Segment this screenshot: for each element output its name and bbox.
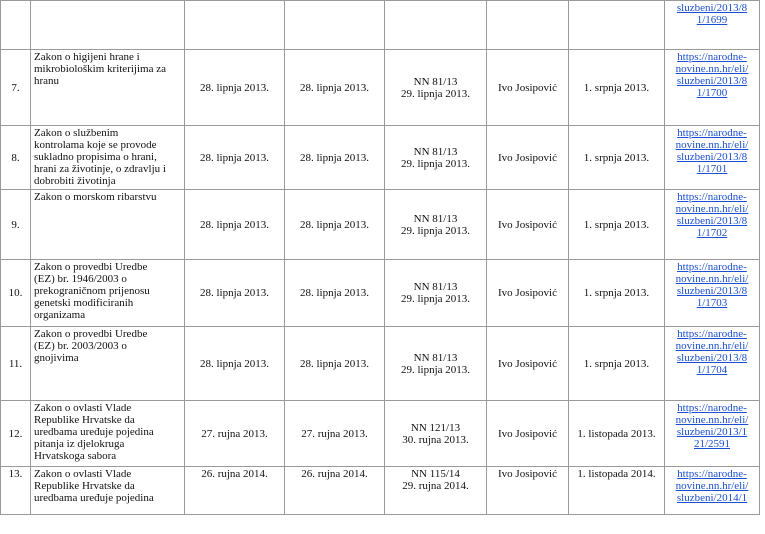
eli-link[interactable]: [665, 50, 760, 126]
date-adopted: [185, 1, 285, 50]
eli-link-line[interactable]: 21/2591: [693, 438, 731, 450]
official-gazette: [385, 50, 487, 126]
law-title-line: (EZ) br. 2003/2003 o: [34, 340, 127, 352]
table-row: [1, 467, 760, 515]
date-adopted: 27. rujna 2013.: [185, 401, 285, 467]
row-number: 10.: [1, 260, 31, 327]
date-effective: 1. srpnja 2013.: [569, 126, 665, 190]
eli-link[interactable]: [665, 401, 760, 467]
eli-link-text[interactable]: [668, 261, 756, 309]
date-adopted: 28. lipnja 2013.: [185, 126, 285, 190]
row-number: 13.: [1, 467, 31, 515]
law-title: [31, 126, 185, 190]
law-title: [31, 467, 185, 515]
date-effective: 1. listopada 2013.: [569, 401, 665, 467]
law-title-line: sukladno propisima o hrani,: [34, 151, 157, 163]
date-effective: 1. srpnja 2013.: [569, 190, 665, 260]
date-adopted: 28. lipnja 2013.: [185, 260, 285, 327]
eli-link-line[interactable]: sluzbeni/2013/8: [676, 2, 748, 14]
laws-table-body: [1, 1, 760, 515]
eli-link-line[interactable]: novine.nn.hr/eli/: [675, 63, 749, 75]
law-title-line: Republike Hrvatske da: [34, 414, 135, 426]
eli-link-line[interactable]: https://narodne-: [677, 328, 747, 340]
date-signed: [285, 1, 385, 50]
law-title: [31, 50, 185, 126]
law-title-line: hrani za životinje, o zdravlju i: [34, 163, 166, 175]
signer: Ivo Josipović: [487, 190, 569, 260]
signer: Ivo Josipović: [487, 126, 569, 190]
gazette-date: 29. lipnja 2013.: [400, 293, 471, 305]
law-title-line: genetski modificiranih: [34, 297, 134, 309]
gazette-number: NN 121/13: [410, 421, 461, 434]
date-signed: 28. lipnja 2013.: [285, 50, 385, 126]
date-signed: 28. lipnja 2013.: [285, 260, 385, 327]
eli-link-line[interactable]: sluzbeni/2013/8: [676, 285, 748, 297]
date-effective: 1. srpnja 2013.: [569, 50, 665, 126]
gazette-number: NN 81/13: [413, 145, 458, 158]
law-title-line: mikrobiološkim kriterijima za: [34, 63, 166, 75]
gazette-date: 29. lipnja 2013.: [400, 224, 471, 237]
law-title-line: kontrolama koje se provode: [34, 139, 157, 151]
table-row: [1, 327, 760, 401]
eli-link-line[interactable]: https://narodne-: [677, 261, 747, 273]
eli-link-line[interactable]: sluzbeni/2013/8: [676, 352, 748, 364]
eli-link-line[interactable]: sluzbeni/2013/8: [676, 75, 748, 87]
row-number: 9.: [1, 190, 31, 260]
date-signed: 26. rujna 2014.: [285, 467, 385, 515]
row-number: 8.: [1, 126, 31, 190]
eli-link-line[interactable]: novine.nn.hr/eli/: [675, 203, 749, 215]
law-title-line: uredbama uređuje pojedina: [34, 492, 154, 504]
signer: Ivo Josipović: [487, 401, 569, 467]
law-title-line: (EZ) br. 1946/2003 o: [34, 273, 127, 285]
law-title-line: Hrvatskoga sabora: [34, 450, 117, 462]
gazette-number: NN 81/13: [413, 212, 458, 225]
law-title-line: Republike Hrvatske da: [34, 480, 135, 492]
law-title-line: prekograničnom prijenosu: [34, 285, 150, 297]
official-gazette: [385, 467, 487, 515]
gazette-number: NN 81/13: [413, 351, 458, 364]
signer: Ivo Josipović: [487, 260, 569, 327]
row-number: 11.: [1, 327, 31, 401]
law-title-line: uredbama uređuje pojedina: [34, 426, 154, 438]
date-effective: 1. listopada 2014.: [569, 467, 665, 515]
gazette-date: 29. lipnja 2013.: [400, 363, 471, 376]
eli-link[interactable]: [665, 126, 760, 190]
signer: Ivo Josipović: [487, 467, 569, 515]
date-effective: 1. srpnja 2013.: [569, 327, 665, 401]
signer: Ivo Josipović: [487, 50, 569, 126]
eli-link-line[interactable]: sluzbeni/2013/8: [676, 215, 748, 227]
gazette-date: 29. lipnja 2013.: [400, 87, 471, 100]
eli-link-text[interactable]: [668, 191, 756, 239]
official-gazette: [385, 401, 487, 467]
gazette-date: 29. rujna 2014.: [402, 480, 469, 492]
eli-link-line[interactable]: https://narodne-: [677, 191, 747, 203]
law-title: [31, 260, 185, 327]
date-signed: 28. lipnja 2013.: [285, 126, 385, 190]
eli-link-text[interactable]: [668, 51, 756, 99]
eli-link-line[interactable]: novine.nn.hr/eli/: [675, 414, 749, 426]
eli-link[interactable]: [665, 467, 760, 515]
eli-link-text[interactable]: [668, 127, 756, 175]
eli-link-text[interactable]: [668, 328, 756, 376]
eli-link-line[interactable]: sluzbeni/2013/8: [676, 151, 748, 163]
law-title: [31, 401, 185, 467]
eli-link-line[interactable]: sluzbeni/2013/1: [676, 426, 748, 438]
date-effective: 1. srpnja 2013.: [569, 260, 665, 327]
gazette-number: NN 115/14: [411, 468, 460, 480]
table-row: [1, 260, 760, 327]
table-row: [1, 50, 760, 126]
eli-link-line[interactable]: 1/1701: [696, 163, 728, 175]
eli-link-line[interactable]: novine.nn.hr/eli/: [675, 340, 749, 352]
signer: Ivo Josipović: [487, 327, 569, 401]
eli-link-line[interactable]: 1/1699: [696, 14, 728, 26]
eli-link-line[interactable]: 1/1702: [696, 227, 728, 239]
gazette-date: 30. rujna 2013.: [402, 433, 469, 446]
law-title-line: dobrobiti životinja: [34, 175, 116, 187]
signer: [487, 1, 569, 50]
eli-link-line[interactable]: novine.nn.hr/eli/: [675, 139, 749, 151]
law-title-line: Zakon o provedbi Uredbe: [34, 328, 148, 340]
official-gazette: [385, 260, 487, 327]
eli-link-line[interactable]: https://narodne-: [677, 127, 747, 139]
law-title: [31, 327, 185, 401]
date-adopted: 28. lipnja 2013.: [185, 50, 285, 126]
law-title-line: Zakon o službenim: [34, 127, 119, 139]
row-number: [1, 1, 31, 50]
eli-link[interactable]: [665, 1, 760, 50]
eli-link-text[interactable]: [668, 2, 756, 26]
eli-link-line[interactable]: https://narodne-: [677, 51, 747, 63]
eli-link-line[interactable]: https://narodne-: [677, 468, 747, 480]
law-title-line: pitanja iz djelokruga: [34, 438, 125, 450]
official-gazette: [385, 327, 487, 401]
law-title-line: Zakon o higijeni hrane i: [34, 51, 140, 63]
date-adopted: 28. lipnja 2013.: [185, 327, 285, 401]
gazette-number: NN 81/13: [413, 75, 458, 88]
eli-link-line[interactable]: novine.nn.hr/eli/: [675, 273, 749, 285]
date-adopted: 28. lipnja 2013.: [185, 190, 285, 260]
gazette-number: NN 81/13: [413, 281, 458, 293]
table-row: [1, 1, 760, 50]
official-gazette: [385, 1, 487, 50]
row-number: 7.: [1, 50, 31, 126]
law-title-line: Zakon o ovlasti Vlade: [34, 468, 132, 480]
eli-link-line[interactable]: novine.nn.hr/eli/: [675, 480, 749, 492]
eli-link-text[interactable]: [668, 468, 756, 504]
eli-link-line[interactable]: 1/1704: [696, 364, 728, 376]
gazette-date: 29. lipnja 2013.: [400, 157, 471, 170]
table-row: [1, 126, 760, 190]
table-row: [1, 190, 760, 260]
official-gazette: [385, 126, 487, 190]
date-effective: [569, 1, 665, 50]
date-signed: 27. rujna 2013.: [285, 401, 385, 467]
eli-link[interactable]: [665, 190, 760, 260]
law-title: [31, 1, 185, 50]
official-gazette: [385, 190, 487, 260]
law-title-line: organizama: [34, 309, 86, 321]
table-row: [1, 401, 760, 467]
eli-link-line[interactable]: https://narodne-: [677, 402, 747, 414]
law-title-line: Zakon o ovlasti Vlade: [34, 402, 132, 414]
row-number: 12.: [1, 401, 31, 467]
law-title: [31, 190, 185, 260]
eli-link-line[interactable]: 1/1700: [696, 87, 728, 99]
law-title-line: hranu: [34, 75, 60, 87]
law-title-line: Zakon o morskom ribarstvu: [34, 191, 157, 203]
law-title-line: Zakon o provedbi Uredbe: [34, 261, 148, 273]
law-title-line: gnojivima: [34, 352, 79, 364]
eli-link-text[interactable]: [668, 402, 756, 450]
eli-link-line[interactable]: sluzbeni/2014/1: [676, 492, 748, 504]
date-signed: 28. lipnja 2013.: [285, 327, 385, 401]
eli-link[interactable]: [665, 260, 760, 327]
eli-link[interactable]: [665, 327, 760, 401]
eli-link-line[interactable]: 1/1703: [696, 297, 728, 309]
date-adopted: 26. rujna 2014.: [185, 467, 285, 515]
date-signed: 28. lipnja 2013.: [285, 190, 385, 260]
